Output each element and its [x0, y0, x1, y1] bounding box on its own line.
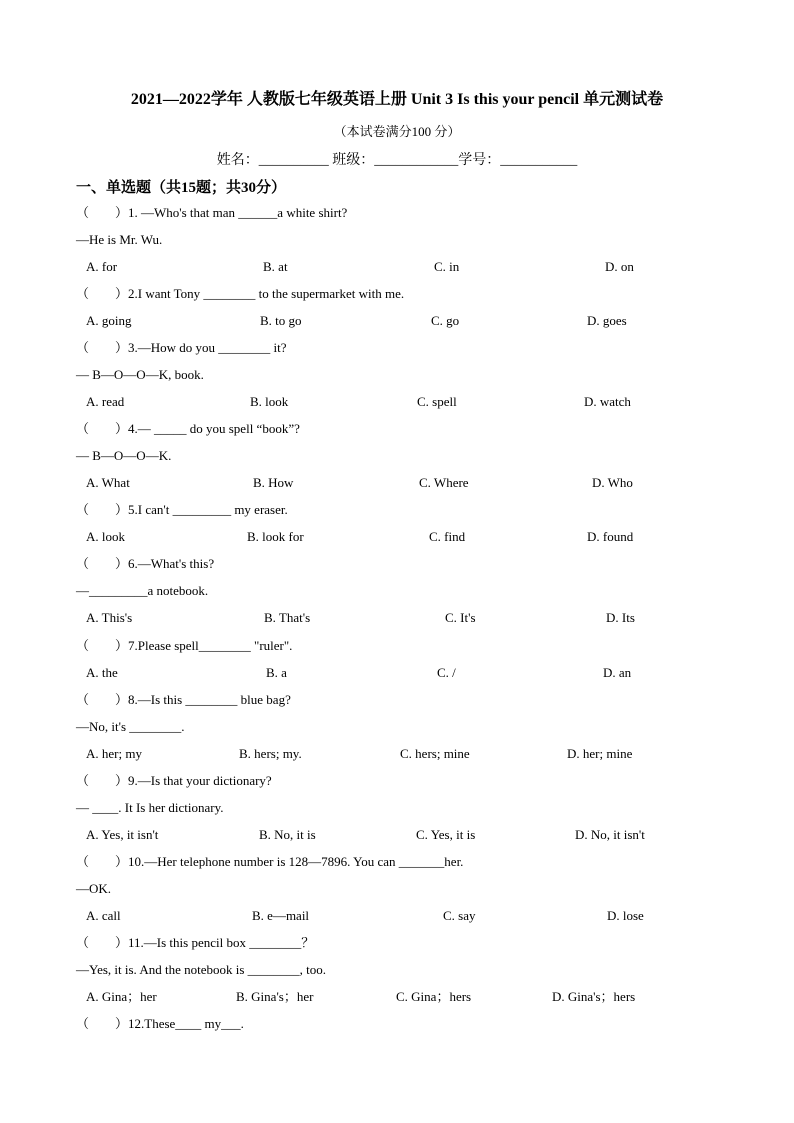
answer-option: D. found — [587, 529, 634, 544]
answer-option: C. Where — [419, 475, 469, 490]
answer-option: C. in — [434, 259, 460, 274]
answer-option: D. watch — [584, 394, 631, 409]
question-stem: （ ）5.I can't _________ my eraser. — [76, 502, 288, 517]
answer-option: A. This's — [86, 610, 133, 625]
answer-option: B. No, it is — [259, 827, 316, 842]
answer-option: B. to go — [260, 313, 302, 328]
question-dialogue-line: —Yes, it is. And the notebook is ________, too. — [76, 962, 327, 977]
answer-option: A. going — [86, 313, 132, 328]
answer-option: B. hers; my. — [239, 746, 302, 761]
answer-option: D. an — [603, 665, 632, 680]
question-dialogue-line: —He is Mr. Wu. — [76, 232, 163, 247]
question-dialogue-line: — ____. It Is her dictionary. — [76, 800, 224, 815]
answer-option: A. her; my — [86, 746, 142, 761]
question-stem: （ ）7.Please spell________ "ruler". — [76, 638, 293, 653]
answer-option: A. call — [86, 908, 121, 923]
answer-option: D. lose — [607, 908, 644, 923]
question-dialogue-line: — B—O—O—K, book. — [76, 367, 204, 382]
answer-option: D. on — [605, 259, 634, 274]
answer-option: B. a — [266, 665, 287, 680]
section-title: 一、单选题（共15题；共30分） — [76, 180, 287, 196]
question-stem: （ ）1. —Who's that man ______a white shirt? — [76, 205, 348, 220]
question-dialogue-line: —No, it's ________. — [76, 719, 185, 734]
question-stem: （ ）8.—Is this ________ blue bag? — [76, 692, 291, 707]
question-stem: （ ）11.—Is this pencil box ________？ — [76, 935, 315, 950]
answer-option: A. the — [86, 665, 118, 680]
answer-option: D. Its — [606, 610, 635, 625]
question-stem: （ ）2.I want Tony ________ to the supermarket with me. — [76, 286, 405, 301]
answer-option: C. say — [443, 908, 476, 923]
answer-option: C. Yes, it is — [416, 827, 476, 842]
answer-option: D. goes — [587, 313, 627, 328]
answer-option: B. look for — [247, 529, 304, 544]
answer-option: A. for — [86, 259, 118, 274]
answer-option: B. at — [263, 259, 288, 274]
answer-option: C. hers; mine — [400, 746, 470, 761]
answer-option: C. It's — [445, 610, 476, 625]
answer-option: C. spell — [417, 394, 457, 409]
answer-option: D. No, it isn't — [575, 827, 645, 842]
answer-option: A. look — [86, 529, 125, 544]
question-stem: （ ）6.—What's this? — [76, 556, 215, 571]
answer-option: D. Who — [592, 475, 633, 490]
question-stem: （ ）9.—Is that your dictionary? — [76, 773, 272, 788]
question-stem: （ ）10.—Her telephone number is 128—7896. You can _______her. — [76, 854, 464, 869]
student-info-line: 姓名：__________ 班级：____________学号：___________ — [216, 153, 578, 168]
answer-option: B. e—mail — [252, 908, 310, 923]
exam-title: 2021—2022学年 人教版七年级英语上册 Unit 3 Is this your pencil 单元测试卷 — [130, 91, 664, 108]
question-dialogue-line: —OK. — [76, 881, 112, 896]
answer-option: B. look — [250, 394, 289, 409]
answer-option: B. Gina's；her — [236, 989, 314, 1004]
exam-subtitle: （本试卷满分100 分） — [333, 124, 461, 139]
answer-option: C. Gina；hers — [396, 989, 472, 1004]
question-stem: （ ）3.—How do you ________ it? — [76, 340, 287, 355]
answer-option: B. That's — [264, 610, 311, 625]
answer-option: B. How — [253, 475, 294, 490]
answer-option: D. Gina's；hers — [552, 989, 636, 1004]
answer-option: A. read — [86, 394, 125, 409]
question-dialogue-line: — B—O—O—K. — [76, 448, 172, 463]
question-stem: （ ）12.These____ my___. — [76, 1016, 244, 1031]
answer-option: C. find — [429, 529, 466, 544]
answer-option: C. / — [437, 665, 456, 680]
answer-option: A. Gina；her — [86, 989, 157, 1004]
question-stem: （ ）4.— _____ do you spell “book”? — [76, 421, 300, 436]
answer-option: D. her; mine — [567, 746, 633, 761]
answer-option: A. Yes, it isn't — [86, 827, 159, 842]
answer-option: C. go — [431, 313, 460, 328]
question-dialogue-line: —_________a notebook. — [76, 583, 209, 598]
answer-option: A. What — [86, 475, 130, 490]
